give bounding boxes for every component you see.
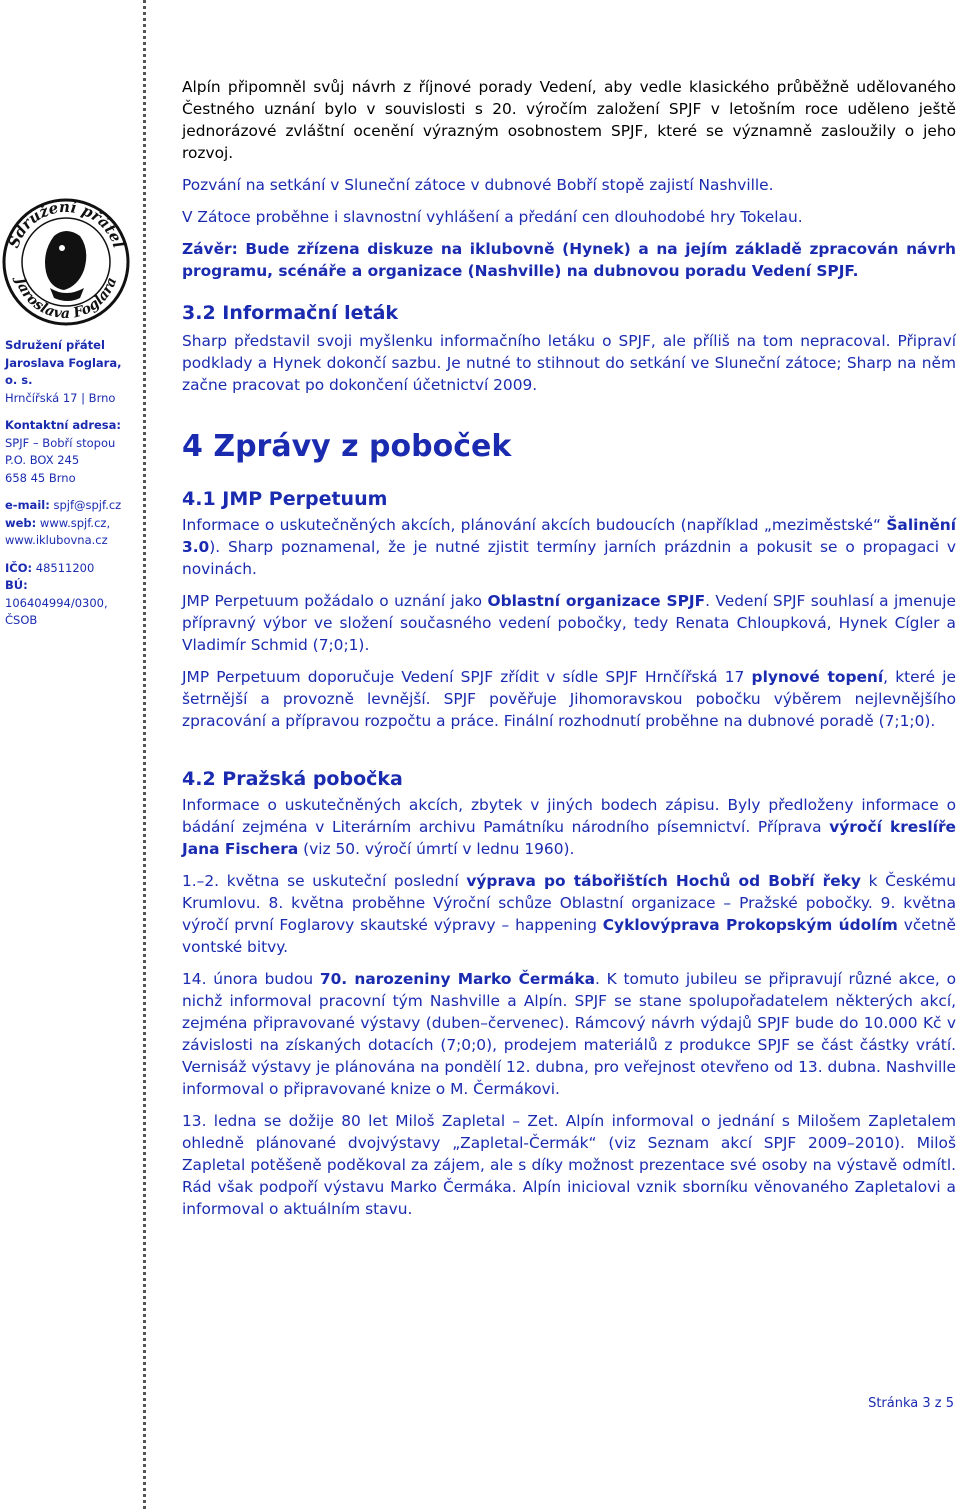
paragraph-invitation: Pozvání na setkání v Sluneční zátoce v dubnové Bobří stopě zajistí Nashville. xyxy=(182,176,774,194)
org-address: Hrnčířská 17 | Brno xyxy=(5,390,116,405)
paragraph-prague-actions: Informace o uskutečněných akcích, zbytek v jiných bodech zápisu. Byly předloženy informace o bádání zejména v Literárním archivu Památníku národního písemnictví. Příprava výročí kreslíře Jana Fischera (viz 50. výročí úmrtí v lednu 1960). xyxy=(182,796,956,858)
contact-label: Kontaktní adresa: xyxy=(5,418,121,432)
paragraph-ceremony: V Zátoce proběhne i slavnostní vyhlášení a předání cen dlouhodobé hry Tokelau. xyxy=(182,208,803,226)
sidebar-organization xyxy=(5,337,130,630)
paragraph-prague-cermak: 14. února budou 70. narozeniny Marko Čermáka. K tomuto jubileu se připravují různé akce, o nichž informoval pracovní tým Nashville a Alpín. SPJF se stane spolupořadatelem některých akcí, zejména připravované výstavy (duben–červenec). Rámcový návrh výdajů SPJF bude do 10.000 Kč v závislosti na získaných dotacích (7;0;0), prodejem materiálů z produkce SPJF se část částky vrátí. Vernisáž výstavy je plánována na pondělí 12. dubna, pro veřejnost otevřeno od 13. dubna. Nashville informoval o připravované knize o M. Čermákovi. xyxy=(182,970,956,1098)
paragraph-award: Alpín připomněl svůj návrh z říjnové porady Vedení, aby vedle klasického průběžně udělovaného Čestného uznání bylo v souvislosti s 20. výročím založení SPJF v letošním roce uděleno ještě jednorázové zvláštní ocenění výrazným osobnostem SPJF, které se významně zasloužily o jeho rozvoj. xyxy=(182,78,956,162)
email-link[interactable]: spjf@spjf.cz xyxy=(53,498,122,512)
heading-3-2: 3.2 Informační leták xyxy=(182,302,399,324)
paragraph-leaflet: Sharp představil svoji myšlenku informačního letáku o SPJF, ale příliš na tom nepracoval. Připraví podklady a Hynek dokončí sazbu. Je nutné to stihnout do setkání ve Sluneční zátoce; Sharp na něm začne pracovat po dokončení účetnictví 2009. xyxy=(182,332,956,394)
page-number: Stránka 3 z 5 xyxy=(868,1396,954,1411)
logo-top-text: Sdružení přátel xyxy=(4,197,128,251)
paragraph-prague-zapletal: 13. ledna se dožije 80 let Miloš Zapletal – Zet. Alpín informoval o jednání s Milošem Zapletalem ohledně plánované dvojvýstavy „Zapletal-Čermák“ (viz Seznam akcí SPJF 2009–2010). Miloš Zapletal potěšeně poděkoval za zájem, ale s díky možnost prezentace své osoby na výstavě odmítl. Rád však podpoří výstavu Marko Čermáka. Alpín inicioval vznik sborníku věnovaného Zapletalovi a informoval o aktuálním stavu. xyxy=(182,1112,956,1218)
web-row: web: www.spjf.cz, xyxy=(5,515,111,530)
conclusion: Závěr: Bude zřízena diskuze na iklubovně (Hynek) a na jejím základě zpracován návrh programu, scénáře a organizace (Nashville) na dubnovou poradu Vedení SPJF. xyxy=(182,240,956,280)
paragraph-jmp-heating: JMP Perpetuum doporučuje Vedení SPJF zřídit v sídle SPJF Hrnčířská 17 plynové topení, které je šetrnější a provozně levnější. SPJF pověřuje Jihomoravskou pobočku výběrem nejlevnějšího zpracování a přípravou rozpočtu a práce. Finální rozhodnutí proběhne na dubnové poradě (7;1;0). xyxy=(182,668,957,730)
bank-account-row: BÚ: 106404994/0300, xyxy=(5,578,108,610)
main-content xyxy=(182,76,956,1220)
heading-4-1: 4.1 JMP Perpetuum xyxy=(182,488,388,510)
org-name-line-1: Sdružení přátel xyxy=(5,338,105,352)
paragraph-jmp-organization: JMP Perpetuum požádalo o uznání jako Oblastní organizace SPJF. Vedení SPJF souhlasí a jmenuje přípravný výbor ve složení současného vedení pobočky, tedy Renata Chloupková, Hynek Cígler a Vladimír Schmid (7;0;1). xyxy=(182,592,957,654)
ico-row: IČO: 48511200 xyxy=(5,560,95,575)
web-link-2[interactable]: www.iklubovna.cz xyxy=(5,533,108,547)
email-row: e-mail: spjf@spjf.cz xyxy=(5,498,122,512)
heading-4: 4 Zprávy z poboček xyxy=(182,429,512,464)
heading-4-2: 4.2 Pražská pobočka xyxy=(182,768,403,790)
org-name-line-2: Jaroslava Foglara, o. s. xyxy=(5,355,122,387)
contact-line-1: SPJF – Bobří stopou xyxy=(5,435,116,450)
web-link[interactable]: www.spjf.cz, xyxy=(39,515,111,530)
contact-line-2: P.O. BOX 245 xyxy=(5,453,80,467)
paragraph-jmp-actions: Informace o uskutečněných akcích, plánování akcích budoucích (například „meziměstské“ Šalinění 3.0). Sharp poznamenal, že je nutné zjistit termíny jarních prázdnin a pokusit se o propagaci v novinách. xyxy=(182,516,956,578)
organization-seal-logo xyxy=(0,196,132,328)
bank-name: ČSOB xyxy=(5,613,38,627)
paragraph-prague-may: 1.–2. května se uskuteční poslední výprava po tábořištích Hochů od Bobří řeky k Českému Krumlovu. 8. května proběhne Výroční schůze Oblastní organizace – Pražské pobočky. 9. května výročí první Foglarovy skautské výpravy – happening Cyklovýprava Prokopským údolím včetně vontské bitvy. xyxy=(182,872,957,956)
contact-line-3: 658 45 Brno xyxy=(5,470,76,485)
logo-bottom-text: Jaroslava Foglara xyxy=(11,275,121,323)
page-margin-divider xyxy=(143,0,146,1509)
